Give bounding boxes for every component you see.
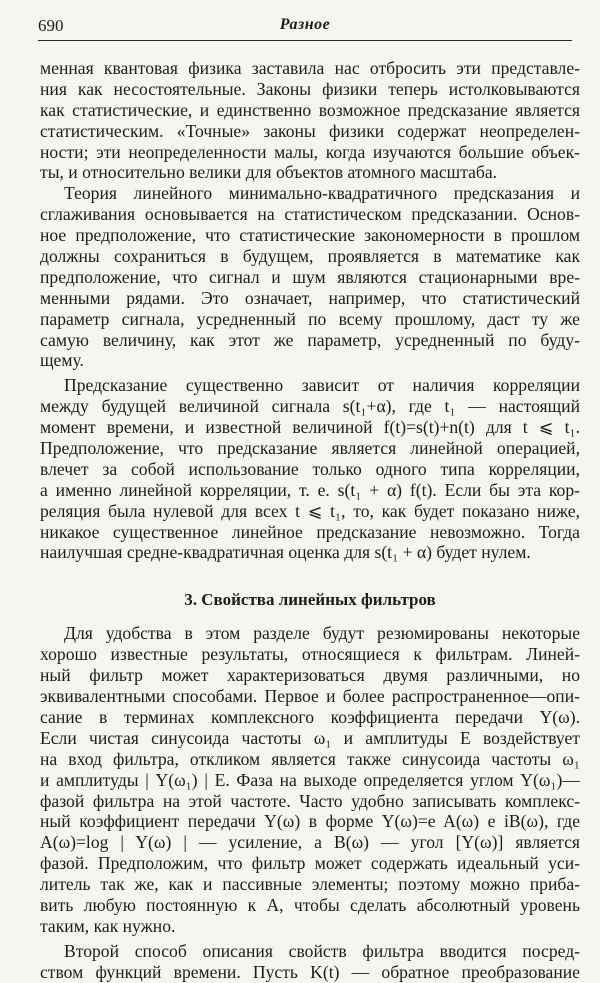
text-line: влечет за собой использование только одного типа корреляции, bbox=[40, 458, 580, 479]
text-line: параметр сигнала, усредненный по всему прошлому, даст ту же bbox=[40, 308, 580, 329]
text-line: наилучшая средне-квадратичная оценка для s(t₁ + α) будет нулем. bbox=[40, 542, 531, 563]
text-line: A(ω)=log | Y(ω) | — усиление, а B(ω) — угол [Y(ω)] является bbox=[40, 832, 580, 853]
text-line: щему. bbox=[40, 350, 84, 371]
text-line: никакое существенное линейное предсказание невозможно. Тогда bbox=[40, 521, 580, 542]
paragraph-2 bbox=[40, 183, 580, 371]
paragraph-5 bbox=[40, 941, 580, 983]
text-line: Предположение, что предсказание является линейной операцией, bbox=[40, 438, 580, 459]
text-line: момент времени, и известной величиной f(t)=s(t)+n(t) для t ⩽ t₁. bbox=[40, 417, 580, 438]
text-line: хорошо известные результаты, относящиеся к фильтрам. Линей- bbox=[40, 644, 580, 665]
text-line: ством функций времени. Пусть K(t) — обратное преобразование bbox=[40, 961, 580, 982]
paragraph-1 bbox=[40, 58, 580, 183]
text-line: Если чистая синусоида частоты ω₁ и амплитуды E воздействует bbox=[40, 727, 580, 748]
text-line: ты, и относительно велики для объектов атомного масштаба. bbox=[40, 162, 498, 183]
text-line: предположение, что сигнал и шум являются стационарными вре- bbox=[40, 266, 580, 287]
text-line: Для удобства в этом разделе будут резюмированы некоторые bbox=[64, 623, 580, 644]
text-line: сание в терминах комплексного коэффициента передачи Y(ω). bbox=[40, 706, 580, 727]
paragraph-3 bbox=[40, 375, 580, 563]
text-line: должны сохраниться в будущем, проявляется в математике как bbox=[40, 246, 580, 267]
text-line: литель так же, как и пассивные элементы; поэтому можно прибa- bbox=[40, 874, 580, 895]
text-line: а именно линейной корреляции, т. е. s(t₁ + α) f(t). Если бы эта кор- bbox=[40, 479, 580, 500]
text-line: таким, как нужно. bbox=[40, 915, 176, 936]
text-line: сглаживания основывается на статистическом предсказании. Основ- bbox=[40, 204, 580, 225]
text-line: ное предположение, что статистические закономерности в прошлом bbox=[40, 225, 580, 246]
text-line: ный коэффициент передачи Y(ω) в форме Y(ω)=e A(ω) e iB(ω), где bbox=[40, 811, 580, 832]
section-heading: 3. Свойства линейных фильтров bbox=[184, 590, 436, 610]
text-line: фазой фильтра на этой частоте. Часто удобно записывать комплекс- bbox=[40, 790, 580, 811]
text-line: Второй способ описания свойств фильтра вводится посред- bbox=[64, 940, 580, 961]
text-line: ный фильтр может характеризоваться двумя различными, но bbox=[40, 665, 580, 686]
text-line: менными рядами. Это означает, например, что статистический bbox=[40, 287, 580, 308]
paragraph-4 bbox=[40, 623, 580, 936]
running-title: Разное bbox=[279, 16, 331, 33]
text-line: фазой. Предположим, что фильтр может содержать идеальный уси- bbox=[40, 853, 580, 874]
text-line: ности; эти неопределенности малы, когда изучаются большие объек- bbox=[40, 141, 580, 162]
text-line: статистическим. «Точные» законы физики содержат неопределен- bbox=[40, 120, 580, 141]
text-line: менная квантовая физика заставила нас отбросить эти представле- bbox=[40, 58, 580, 78]
text-line: между будущей величиной сигнала s(t₁+α), где t₁ — настоящий bbox=[40, 396, 580, 417]
page-body bbox=[40, 58, 580, 983]
text-line: самую величину, как этот же параметр, усредненный по буду- bbox=[40, 329, 580, 350]
text-line: Предсказание существенно зависит от наличия корреляции bbox=[64, 375, 580, 396]
text-line: Теория линейного минимально-квадратичного предсказания и bbox=[64, 183, 580, 204]
text-line: как статистические, и единственно возможное предсказание является bbox=[40, 99, 580, 120]
text-line: и амплитуды | Y(ω₁) | E. Фаза на выходе определяется углом Y(ω₁)— bbox=[40, 769, 580, 790]
page-number: 690 bbox=[38, 16, 64, 35]
text-line: реляция была нулевой для всех t ⩽ t₁, то, как будет показано ниже, bbox=[40, 500, 580, 521]
text-line: ния как несостоятельные. Законы физики теперь истолковываются bbox=[40, 78, 580, 99]
text-line: на вход фильтра, откликом является также синусоида частоты ω₁ bbox=[40, 748, 580, 769]
text-line: вить любую постоянную к A, чтобы сделать абсолютный уровень bbox=[40, 894, 580, 915]
page-header bbox=[38, 14, 572, 41]
text-line: эквивалентными способами. Первое и более распространенное—опи- bbox=[40, 686, 580, 707]
